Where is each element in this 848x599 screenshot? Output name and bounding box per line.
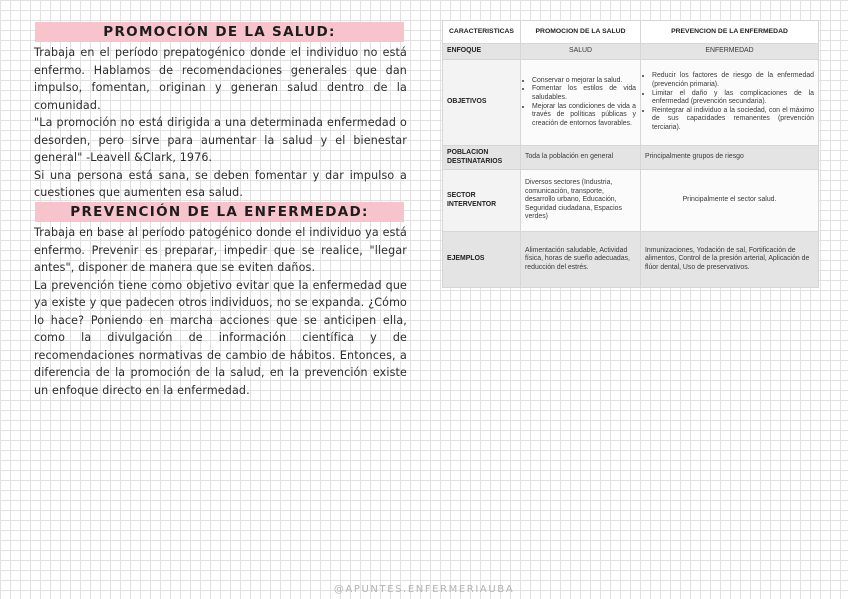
row-label-enfoque: ENFOQUE <box>443 44 521 60</box>
prevencion-heading: PREVENCIÓN DE LA ENFERMEDAD: <box>35 202 404 222</box>
footer-watermark: @APUNTES.ENFERMERIAUBA <box>333 584 515 595</box>
row-label-line: SECTOR <box>447 191 476 199</box>
row-label-poblacion <box>443 146 521 170</box>
table-row-poblacion <box>443 146 819 170</box>
enfoque-promocion: SALUD <box>521 44 641 60</box>
row-label-line: POBLACION <box>447 148 489 156</box>
table-row-objetivos <box>443 60 819 146</box>
poblacion-promocion: Toda la población en general <box>521 146 641 170</box>
promocion-paragraph: Si una persona está sana, se deben fomentar y dar impulso a cuestiones que aumenten esa salud. <box>34 168 407 199</box>
enfoque-prevencion: ENFERMEDAD <box>641 44 819 60</box>
list-item: • Reducir los factores de riesgo de la enfermedad (prevención primaria). <box>652 72 814 89</box>
prevencion-text <box>34 224 407 399</box>
promocion-paragraph: Trabaja en el período prepatogénico donde el individuo no está enfermo. Hablamos de recomendaciones generales que dan impulso, fomentan, originan y generan salud dentro de la comunidad. <box>34 46 407 112</box>
ejemplos-prevencion: Inmunizaciones, Yodación de sal, Fortificación de alimentos, Control de la presión arterial, Aplicación de flúor dental, Uso de preservativos. <box>641 232 819 288</box>
list-item: • Conservar o mejorar la salud. <box>532 77 636 86</box>
col-header-promocion: PROMOCION DE LA SALUD <box>521 21 641 44</box>
promocion-quote: "La promoción no está dirigida a una determinada enfermedad o desorden, pero sirve para aumentar la salud y el bienestar general" -Leavell &Clark, 1976. <box>34 116 407 164</box>
row-label-line: DESTINATARIOS <box>447 157 503 165</box>
poblacion-prevencion: Principalmente grupos de riesgo <box>641 146 819 170</box>
ejemplos-promocion: Alimentación saludable, Actividad física, horas de sueño adecuadas, reducción del estrés. <box>521 232 641 288</box>
prevencion-paragraph: La prevención tiene como objetivo evitar que la enfermedad que ya existe y que padecen otros individuos, no se expanda. ¿Cómo lo hace? Poniendo en marcha acciones que se anticipen ella, como la divulgación de información científica y de recomendaciones normativas de cambio de hábitos. Entonces, a diferencia de la promoción de la salud, en la prevención existe un enfoque directo en la enfermedad. <box>34 278 407 397</box>
col-header-caracteristicas: CARACTERISTICAS <box>443 21 521 44</box>
row-label-ejemplos: EJEMPLOS <box>443 232 521 288</box>
promocion-heading: PROMOCIÓN DE LA SALUD: <box>35 22 404 42</box>
objetivos-promocion <box>521 60 641 146</box>
sector-prevencion: Principalmente el sector salud. <box>641 170 819 232</box>
list-item: • Mejorar las condiciones de vida a través de políticas públicas y creación de entornos favorables. <box>532 103 636 129</box>
list-item: • Reintegrar al individuo a la sociedad, con el máximo de sus capacidades remanentes (prevención terciaria). <box>652 107 814 133</box>
table-row-sector <box>443 170 819 232</box>
comparison-table-image <box>442 20 818 286</box>
list-item: • Fomentar los estilos de vida saludables. <box>532 85 636 102</box>
row-label-sector <box>443 170 521 232</box>
sector-promocion: Diversos sectores (Industria, comunicación, transporte, desarrollo urbano, Educación, Seguridad ciudadana, Espacios verdes) <box>521 170 641 232</box>
row-label-objetivos: OBJETIVOS <box>443 60 521 146</box>
table-row-ejemplos <box>443 232 819 288</box>
table-row-enfoque <box>443 44 819 60</box>
list-item: • Limitar el daño y las complicaciones de la enfermedad (prevención secundaria). <box>652 90 814 107</box>
promocion-text <box>34 44 407 202</box>
prevencion-paragraph: Trabaja en base al período patogénico donde el individuo ya está enfermo. Prevenir es preparar, impedir que se realice, "llegar antes", disponer de manera que se eviten daños. <box>34 226 407 274</box>
col-header-prevencion: PREVENCION DE LA ENFERMEDAD <box>641 21 819 44</box>
comparison-table <box>442 20 819 288</box>
row-label-line: INTERVENTOR <box>447 200 497 208</box>
objetivos-prevencion <box>641 60 819 146</box>
